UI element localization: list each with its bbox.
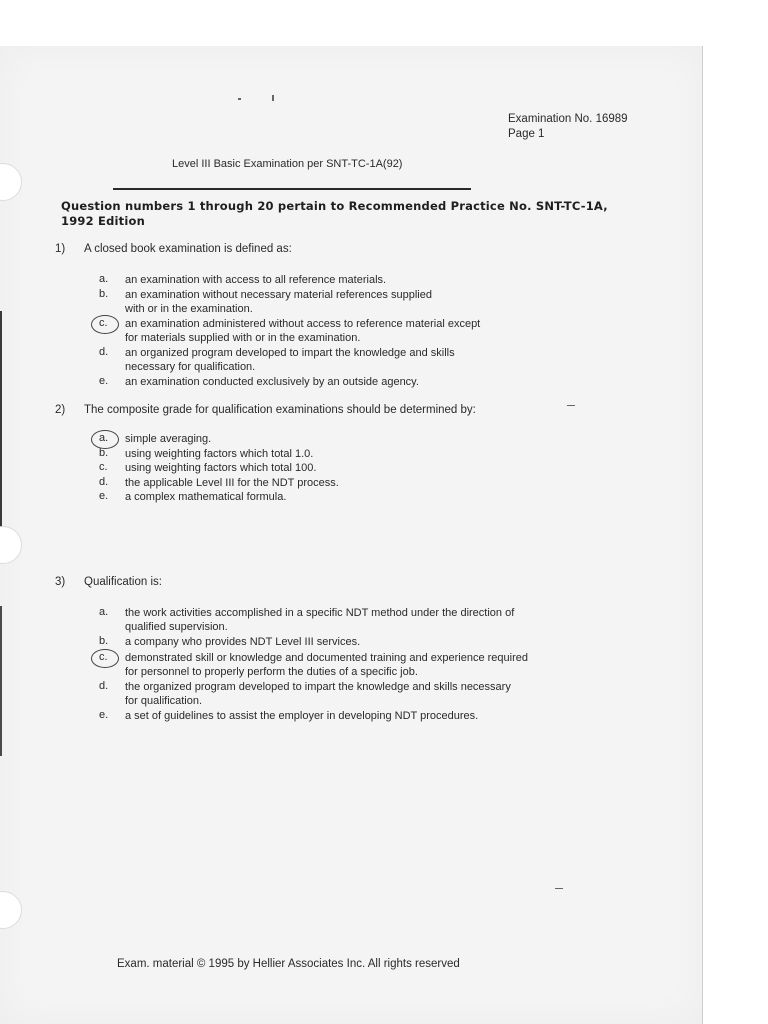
option-text-line: an examination with access to all reference materials. [125,274,387,286]
option-text [125,635,595,649]
option-text-line: a set of guidelines to assist the employer in developing NDT procedures. [125,710,479,722]
option-letter: e. [99,709,109,721]
scan-edge-shadow [0,311,2,541]
option-text-line: for qualification. [125,695,203,707]
page-number: Page 1 [508,128,545,140]
option-text-line: the organized program developed to impart the knowledge and skills necessary [125,681,511,693]
option-text [125,680,595,708]
option-text-line: with or in the examination. [125,303,253,315]
option-text-line: for personnel to properly perform the duties of a specific job. [125,666,418,678]
option-text-line: an examination administered without access to reference material except [125,318,481,330]
document-title: Level III Basic Examination per SNT-TC-1A(92) [172,158,403,170]
option-text [125,490,595,504]
question-number: 3) [55,576,66,588]
punch-hole [0,526,22,564]
answer-circle-mark [91,649,119,668]
option-text [125,461,595,475]
question-number: 2) [55,404,66,416]
option-letter: c. [99,651,108,663]
option-text-line: a complex mathematical formula. [125,491,287,503]
option-text-line: qualified supervision. [125,621,228,633]
option-letter: a. [99,606,109,618]
option-text [125,432,595,446]
copyright-footer: Exam. material © 1995 by Hellier Associates Inc. All rights reserved [117,958,460,970]
option-text-line: simple averaging. [125,433,212,445]
scan-speck [272,95,274,101]
option-text [125,476,595,490]
option-letter: b. [99,447,109,459]
scan-edge-shadow [0,606,2,756]
title-underline [113,188,471,190]
option-text-line: the work activities accomplished in a specific NDT method under the direction of [125,607,515,619]
option-text-line: an examination without necessary material references supplied [125,289,432,301]
option-letter: b. [99,288,109,300]
option-text-line: the applicable Level III for the NDT process. [125,477,339,489]
question-text: A closed book examination is defined as: [84,243,292,255]
option-text [125,709,595,723]
intro-text: Question numbers 1 through 20 pertain to Recommended Practice No. SNT-TC-1A, 1992 Edition [61,199,608,228]
option-letter: b. [99,635,109,647]
option-text [125,317,595,345]
option-text-line: for materials supplied with or in the examination. [125,332,361,344]
option-letter: d. [99,476,109,488]
option-text-line: demonstrated skill or knowledge and documented training and experience required [125,652,528,664]
option-text-line: an organized program developed to impart the knowledge and skills [125,347,455,359]
scan-speck [555,888,563,889]
question-text: The composite grade for qualification examinations should be determined by: [84,404,476,416]
option-text [125,288,595,316]
scan-speck [567,405,575,406]
option-text [125,346,595,374]
option-letter: d. [99,680,109,692]
option-letter: d. [99,346,109,358]
option-text [125,273,595,287]
option-text [125,375,595,389]
punch-hole [0,891,22,929]
option-text [125,447,595,461]
option-letter: e. [99,490,109,502]
punch-hole [0,163,22,201]
option-text-line: a company who provides NDT Level III services. [125,636,361,648]
option-letter: c. [99,317,108,329]
answer-circle-mark [91,315,119,334]
option-text-line: necessary for qualification. [125,361,256,373]
option-text-line: an examination conducted exclusively by an outside agency. [125,376,419,388]
question-number: 1) [55,243,66,255]
option-text-line: using weighting factors which total 1.0. [125,448,314,460]
exam-header [508,112,628,142]
option-letter: a. [99,273,109,285]
option-text [125,651,595,679]
option-letter: a. [99,432,109,444]
option-text [125,606,595,634]
scanned-page [0,46,703,1024]
question-text: Qualification is: [84,576,162,588]
option-text-line: using weighting factors which total 100. [125,462,317,474]
scan-speck [238,98,241,100]
option-letter: e. [99,375,109,387]
option-letter: c. [99,461,108,473]
exam-number: Examination No. 16989 [508,113,628,125]
